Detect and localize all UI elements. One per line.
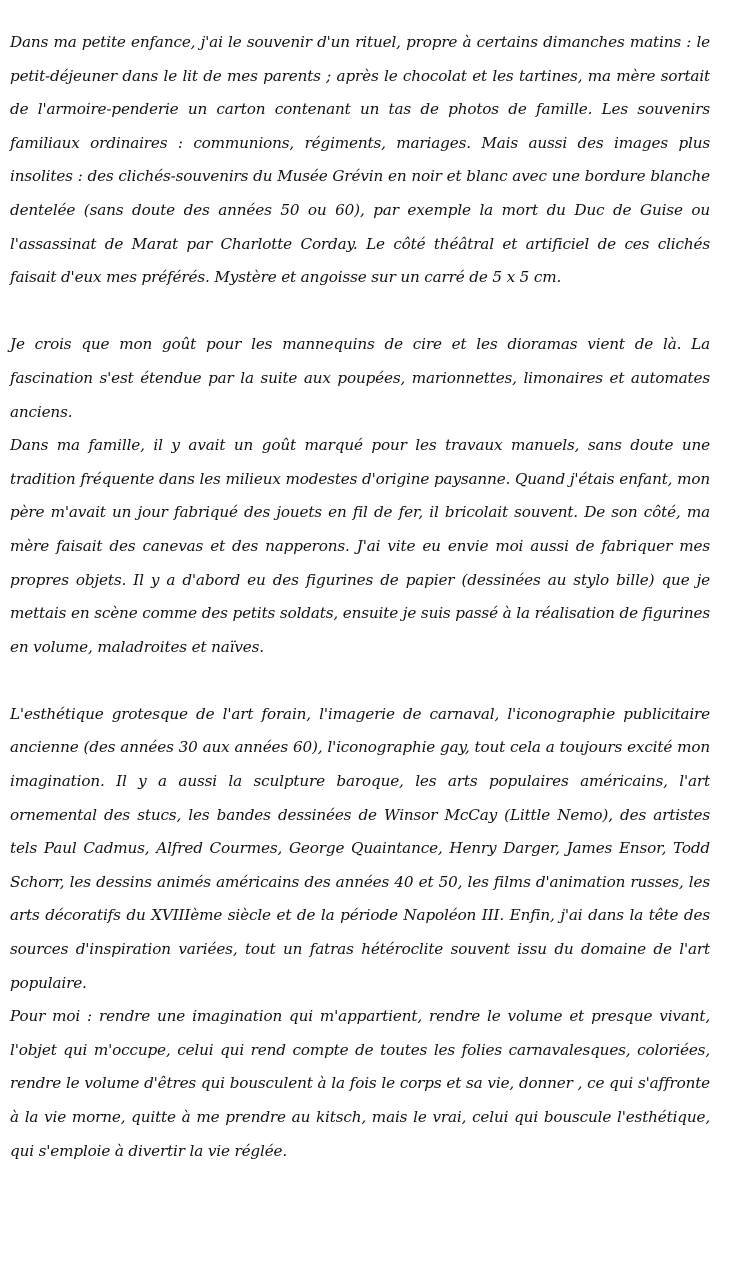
paragraph-influences: L'esthétique grotesque de l'art forain, l'imagerie de carnaval, l'iconographie publicitaire ancienne (des années 30 aux années 60), l'iconographie gay, tout cela a toujours excité mon imagination. Il y a aussi la sculpture baroque, les arts populaires américains, l'art ornemental des stucs, les bandes dessinées de Winsor McCay (Little Nemo), des artistes tels Paul Cadmus, Alfred Courmes, George Quaintance, Henry Darger, James Ensor, Todd Schorr, les dessins animés américains des années 40 et 50, les films d'animation russes, les arts décoratifs du XVIIIème siècle et de la période Napoléon III. Enfin, j'ai dans la tête des sources d'inspiration variées, tout un fatras hétéroclite souvent issu du domaine de l'art populaire.	[10, 704, 710, 992]
paragraph-spacer	[10, 295, 710, 329]
paragraph-wax-mannequins: Je crois que mon goût pour les mannequins de cire et les dioramas vient de là. La fascination s'est étendue par la suite aux poupées, marionnettes, limonaires et automates anciens.	[10, 335, 710, 421]
paragraph-family-crafts: Dans ma famille, il y avait un goût marqué pour les travaux manuels, sans doute une tradition fréquente dans les milieux modestes d'origine paysanne. Quand j'étais enfant, mon père m'avait un jour fabriqué des jouets en fil de fer, il bricolait souvent. De son côté, ma mère faisait des canevas et des napperons. J'ai vite eu envie moi aussi de fabriquer mes propres objets. Il y a d'abord eu des figurines de papier (dessinées au stylo bille) que je mettais en scène comme des petits soldats, ensuite je suis passé à la réalisation de figurines en volume, maladroites et naïves.	[10, 436, 710, 656]
document-body	[10, 26, 710, 1168]
paragraph-artistic-intent: Pour moi : rendre une imagination qui m'appartient, rendre le volume et presque vivant, l'objet qui m'occupe, celui qui rend compte de toutes les folies carnavalesques, coloriées, rendre le volume d'êtres qui bousculent à la fois le corps et sa vie, donner , ce qui s'affronte à la vie morne, quitte à me prendre au kitsch, mais le vrai, celui qui bouscule l'esthétique, qui s'emploie à divertir la vie réglée.	[10, 1007, 710, 1160]
paragraph-spacer	[10, 664, 710, 698]
paragraph-childhood-ritual: Dans ma petite enfance, j'ai le souvenir d'un rituel, propre à certains dimanches matins : le petit-déjeuner dans le lit de mes parents ; après le chocolat et les tartines, ma mère sortait de l'armoire-penderie un carton contenant un tas de photos de famille. Les souvenirs familiaux ordinaires : communions, régiments, mariages. Mais aussi des images plus insolites : des clichés-souvenirs du Musée Grévin en noir et blanc avec une bordure blanche dentelée (sans doute des années 50 ou 60), par exemple la mort du Duc de Guise ou l'assassinat de Marat par Charlotte Corday. Le côté théâtral et artificiel de ces clichés faisait d'eux mes préférés. Mystère et angoisse sur un carré de 5 x 5 cm.	[10, 33, 710, 287]
